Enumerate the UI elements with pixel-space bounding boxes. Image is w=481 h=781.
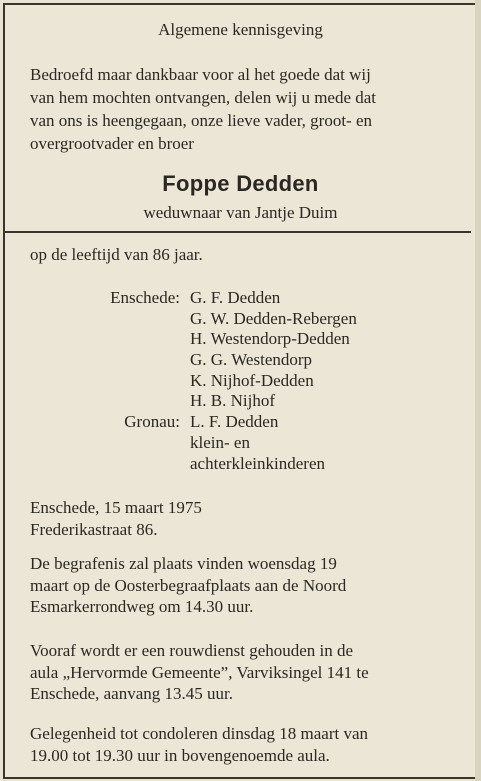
place-label xyxy=(60,350,180,371)
condolence-paragraph xyxy=(30,723,462,766)
family-member: achterkleinkinderen xyxy=(190,453,325,473)
place-label xyxy=(60,391,180,412)
family-member: klein- en xyxy=(190,432,250,452)
intro-line: van ons is heengegaan, onze lieve vader, groot- en xyxy=(30,111,373,130)
family-member: K. Nijhof-Dedden xyxy=(190,370,314,390)
deceased-name: Foppe Dedden xyxy=(162,171,319,196)
place-label: Enschede: xyxy=(110,288,180,307)
page-edge xyxy=(475,0,481,781)
family-member: L. F. Dedden xyxy=(190,412,279,432)
place-label xyxy=(60,454,180,475)
family-member: G. F. Dedden xyxy=(190,288,281,307)
place-label xyxy=(60,329,180,350)
condolence-line: Gelegenheid tot condoleren dinsdag 18 maart van xyxy=(30,724,368,743)
place-label xyxy=(60,371,180,392)
intro-paragraph xyxy=(30,63,460,155)
intro-line: Bedroefd maar dankbaar voor al het goede dat wij xyxy=(30,65,371,84)
family-list xyxy=(190,288,357,474)
place-column xyxy=(60,288,180,474)
notice-title: Algemene kennisgeving xyxy=(158,20,323,39)
place-label xyxy=(60,433,180,454)
family-member: H. Westendorp-Dedden xyxy=(190,329,350,349)
address-line: Frederikastraat 86. xyxy=(30,520,158,539)
address-block xyxy=(30,497,202,541)
age-line: op de leeftijd van 86 jaar. xyxy=(30,245,203,264)
funeral-line: Esmarkerrondweg om 14.30 uur. xyxy=(30,597,254,616)
intro-line: van hem mochten ontvangen, delen wij u mede dat xyxy=(30,88,377,107)
address-line: Enschede, 15 maart 1975 xyxy=(30,498,202,517)
funeral-line: De begrafenis zal plaats vinden woensdag 19 xyxy=(30,554,337,573)
family-member: H. B. Nijhof xyxy=(190,391,275,411)
service-line: Vooraf wordt er een rouwdienst gehouden in de xyxy=(30,641,354,660)
family-member: G. W. Dedden-Rebergen xyxy=(190,308,357,328)
funeral-line: maart op de Oosterbegraafplaats aan de Noord xyxy=(30,575,347,595)
service-line: Enschede, aanvang 13.45 uur. xyxy=(30,684,233,703)
funeral-paragraph xyxy=(30,553,462,618)
family-member: G. G. Westendorp xyxy=(190,350,313,370)
condolence-line: 19.00 tot 19.30 uur in bovengenoemde aula. xyxy=(30,745,330,765)
divider xyxy=(5,231,471,233)
service-paragraph xyxy=(30,640,462,705)
intro-line: overgrootvader en broer xyxy=(30,134,194,153)
service-line: aula „Hervormde Gemeente”, Varviksingel 141 te xyxy=(30,662,369,682)
place-label: Gronau: xyxy=(124,412,180,432)
widower-line: weduwnaar van Jantje Duim xyxy=(143,203,338,222)
place-label xyxy=(60,309,180,330)
